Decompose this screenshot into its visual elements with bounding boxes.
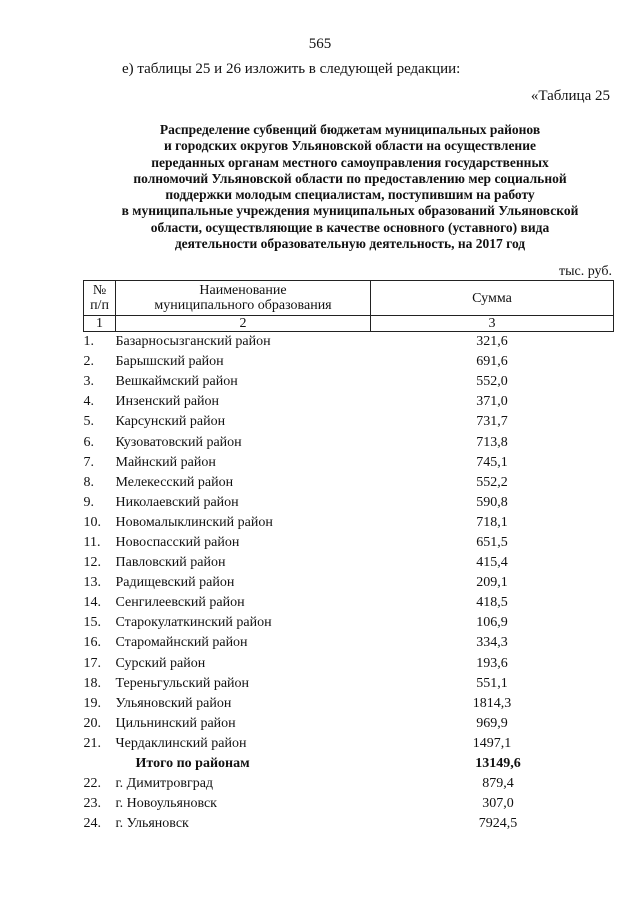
row-number: 16. [83, 635, 101, 651]
row-sum: 731,7 [476, 414, 508, 430]
row-name: г. Димитровград [115, 776, 214, 792]
row-number: 21. [83, 735, 101, 751]
row-sum: 415,4 [476, 555, 508, 571]
row-name: Инзенский район [115, 394, 220, 410]
table-row [84, 473, 614, 493]
table-row [84, 734, 614, 754]
title-line: поддержки молодым специалистам, поступившим на работу [165, 187, 535, 203]
table-row [84, 794, 614, 814]
row-number: 1. [83, 334, 94, 350]
row-sum: 551,1 [476, 675, 508, 691]
row-name: Сенгилеевский район [115, 595, 245, 611]
row-name: Кузоватовский район [115, 434, 242, 450]
table-title [60, 122, 640, 252]
row-name: Сурский район [115, 655, 206, 671]
row-number: 11. [83, 534, 101, 550]
table-row [84, 593, 614, 613]
title-line: полномочий Ульяновской области по предоставлению мер социальной [133, 170, 567, 186]
row-number: 4. [83, 394, 94, 410]
row-name: Барышский район [115, 354, 224, 370]
row-number: 12. [83, 555, 101, 571]
table-row [84, 694, 614, 714]
row-number: 2. [83, 354, 94, 370]
table-row [84, 613, 614, 633]
row-sum: 552,0 [476, 374, 508, 390]
row-name: Новомалыклинский район [115, 514, 273, 530]
header-number-line2: п/п [90, 298, 109, 313]
table-row [84, 412, 614, 432]
header-number-line1: № [92, 283, 107, 298]
row-number: 9. [83, 494, 94, 510]
row-name: Николаевский район [115, 494, 239, 510]
row-sum: 552,2 [476, 474, 508, 490]
title-line: и городских округов Ульяновской области на осуществление [164, 138, 536, 154]
row-name: Базарносызганский район [115, 334, 271, 350]
row-number: 24. [83, 816, 101, 832]
header-number [84, 281, 116, 316]
row-name: Мелекесский район [115, 474, 234, 490]
table-row [84, 633, 614, 653]
units-label: тыс. руб. [559, 264, 612, 279]
column-number: 3 [371, 316, 614, 332]
row-name: Старокулаткинский район [115, 615, 272, 631]
row-number: 7. [83, 454, 94, 470]
row-sum: 1497,1 [472, 735, 512, 751]
table-row [84, 352, 614, 372]
row-sum: 321,6 [476, 334, 508, 350]
table-body [84, 332, 614, 835]
row-number: 18. [83, 675, 101, 691]
row-sum: 745,1 [476, 454, 508, 470]
row-sum: 371,0 [476, 394, 508, 410]
header-sum: Сумма [371, 281, 614, 316]
row-sum: 13149,6 [475, 756, 521, 772]
column-number: 2 [116, 316, 371, 332]
budget-table [83, 280, 614, 834]
column-number: 1 [84, 316, 116, 332]
row-name: Радищевский район [115, 575, 235, 591]
title-line: Распределение субвенций бюджетам муниципальных районов [159, 122, 541, 137]
row-sum: 651,5 [476, 534, 508, 550]
row-number: 6. [83, 434, 94, 450]
table-row [84, 654, 614, 674]
row-sum: 691,6 [476, 354, 508, 370]
row-number: 22. [83, 776, 101, 792]
row-number: 20. [83, 715, 101, 731]
row-sum: 334,3 [476, 635, 508, 651]
title-line: в муниципальные учреждения муниципальных образований Ульяновской [121, 203, 579, 219]
table-row [84, 714, 614, 734]
table-reference: «Таблица 25 [530, 88, 610, 104]
table-row [84, 513, 614, 533]
row-name: Майнский район [115, 454, 216, 470]
table-row [84, 453, 614, 473]
table-row [84, 432, 614, 452]
row-number [84, 754, 116, 774]
table-row [84, 553, 614, 573]
row-name: г. Новоульяновск [115, 796, 217, 812]
row-number: 3. [83, 374, 94, 390]
total-row [84, 754, 614, 774]
row-number: 23. [83, 796, 101, 812]
row-name: Ульяновский район [115, 695, 232, 711]
row-name: Новоспасский район [115, 534, 240, 550]
header-name [116, 281, 371, 316]
table-row [84, 493, 614, 513]
row-sum: 713,8 [476, 434, 508, 450]
header-name-line2: муниципального образования [154, 298, 332, 313]
row-sum: 7924,5 [478, 816, 518, 832]
row-name: Чердаклинский район [115, 735, 247, 751]
table-row [84, 372, 614, 392]
row-sum: 718,1 [476, 514, 508, 530]
title-line: деятельности образовательную деятельность, на 2017 год [174, 236, 526, 252]
row-sum: 307,0 [482, 796, 514, 812]
row-name: г. Ульяновск [115, 816, 189, 832]
page-number: 565 [308, 36, 332, 52]
row-sum: 969,9 [476, 715, 508, 731]
table-row [84, 573, 614, 593]
row-number: 5. [83, 414, 94, 430]
table-header-row [84, 281, 614, 316]
row-name: Тереньгульский район [115, 675, 250, 691]
row-number: 17. [83, 655, 101, 671]
row-sum: 879,4 [482, 776, 514, 792]
table-row [84, 332, 614, 353]
row-name: Цильнинский район [115, 715, 236, 731]
row-number: 14. [83, 595, 101, 611]
row-name: Карсунский район [115, 414, 226, 430]
row-name: Итого по районам [135, 756, 250, 772]
row-number: 10. [83, 514, 101, 530]
table-row [84, 814, 614, 834]
table-row [84, 392, 614, 412]
title-line: области, осуществляющие в качестве основного (уставного) вида [150, 219, 550, 235]
table-row [84, 674, 614, 694]
row-number: 8. [83, 474, 94, 490]
row-number: 19. [83, 695, 101, 711]
row-sum: 209,1 [476, 575, 508, 591]
table-row [84, 533, 614, 553]
row-sum: 193,6 [476, 655, 508, 671]
row-name: Вешкаймский район [115, 374, 238, 390]
column-numbers-row [84, 316, 614, 332]
intro-text: е) таблицы 25 и 26 изложить в следующей редакции: [122, 61, 461, 77]
row-name: Павловский район [115, 555, 226, 571]
header-name-line1: Наименование [199, 283, 287, 298]
row-number: 13. [83, 575, 101, 591]
row-sum: 1814,3 [472, 695, 512, 711]
row-number: 15. [83, 615, 101, 631]
row-sum: 106,9 [476, 615, 508, 631]
title-line: переданных органам местного самоуправления государственных [151, 154, 549, 170]
row-sum: 590,8 [476, 494, 508, 510]
row-name: Старомайнский район [115, 635, 248, 651]
row-sum: 418,5 [476, 595, 508, 611]
table-row [84, 774, 614, 794]
